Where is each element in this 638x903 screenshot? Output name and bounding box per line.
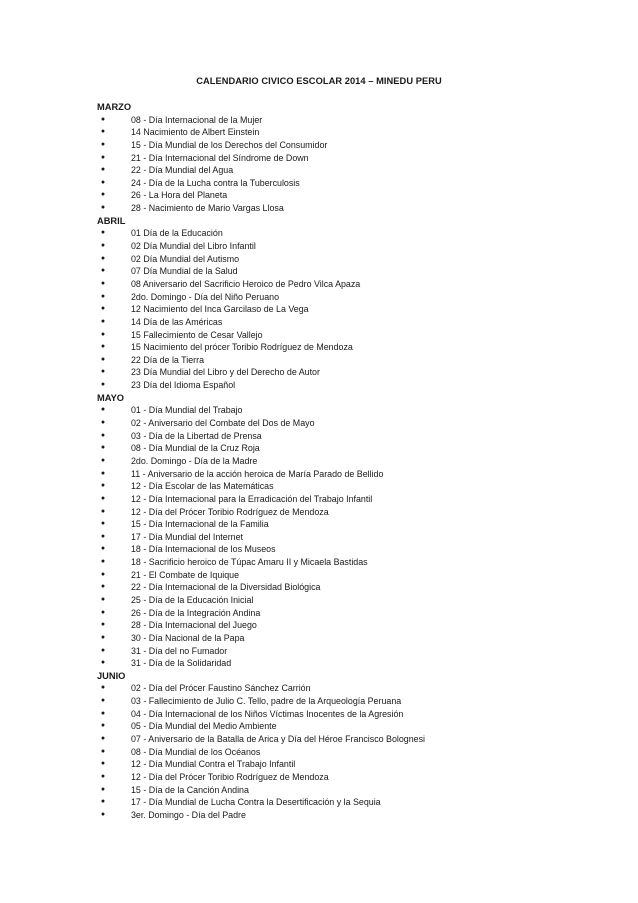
document-title: CALENDARIO CIVICO ESCOLAR 2014 – MINEDU PERU — [196, 76, 442, 86]
list-item-text: 07 Día Mundial de la Salud — [131, 266, 238, 277]
list-item-text: 11 - Aniversario de la acción heroica de María Parado de Bellido — [131, 468, 384, 479]
bullet-icon: ● — [100, 482, 106, 490]
list-item — [97, 733, 617, 746]
bullet-icon: ● — [100, 494, 106, 502]
list-item-text: 12 - Día del Prócer Toribio Rodríguez de Mendoza — [131, 771, 329, 782]
list-item-text: 22 - Día Mundial del Agua — [131, 165, 234, 176]
list-item-text: 12 - Día Escolar de las Matemáticas — [131, 481, 274, 492]
bullet-icon: ● — [100, 608, 106, 616]
list-item-text: 30 - Día Nacional de la Papa — [131, 632, 245, 643]
list-item — [97, 657, 617, 670]
list-item-text: 14 Día de las Américas — [131, 316, 223, 327]
list-item-text: 14 Nacimiento de Albert Einstein — [131, 127, 260, 138]
list-item — [97, 682, 617, 695]
list-item-text: 17 - Día Mundial del Internet — [131, 531, 243, 542]
list-item — [97, 506, 617, 519]
bullet-icon: ● — [100, 140, 106, 148]
bullet-icon: ● — [100, 583, 106, 591]
list-item-text: 28 - Nacimiento de Mario Vargas Llosa — [131, 203, 284, 214]
list-item-text: 22 Día de la Tierra — [131, 354, 205, 365]
list-item — [97, 114, 617, 127]
month-heading: MAYO — [97, 392, 125, 403]
list-item-text: 01 Día de la Educación — [131, 228, 223, 239]
list-item-text: 01 - Día Mundial del Trabajo — [131, 405, 243, 416]
list-item-text: 07 - Aniversario de la Batalla de Arica y Día del Héroe Francisco Bolognesi — [131, 734, 426, 745]
bullet-icon: ● — [100, 431, 106, 439]
list-item — [97, 240, 617, 253]
bullet-icon: ● — [100, 166, 106, 174]
list-item — [97, 645, 617, 658]
list-item-text: 17 - Día Mundial de Lucha Contra la Desertificación y la Sequia — [131, 797, 381, 808]
list-item-text: 12 Nacimiento del Inca Garcilaso de La Vega — [131, 304, 309, 315]
month-heading: MARZO — [97, 102, 132, 112]
bullet-icon: ● — [100, 456, 106, 464]
list-item — [97, 518, 617, 531]
list-item-text: 23 Día del Idioma Español — [131, 380, 236, 391]
list-item — [97, 708, 617, 721]
list-item — [97, 253, 617, 266]
bullet-icon: ● — [100, 330, 106, 338]
list-item — [97, 164, 617, 177]
bullet-icon: ● — [100, 697, 106, 705]
list-item — [97, 607, 617, 620]
list-item-text: 04 - Día Internacional de los Niños Víctimas Inocentes de la Agresión — [131, 708, 404, 719]
bullet-icon: ● — [100, 419, 106, 427]
bullet-icon: ● — [100, 254, 106, 262]
bullet-icon: ● — [100, 520, 106, 528]
bullet-icon: ● — [100, 343, 106, 351]
bullet-icon: ● — [100, 229, 106, 237]
bullet-icon: ● — [100, 355, 106, 363]
list-item-text: 12 - Día del Prócer Toribio Rodríguez de Mendoza — [131, 506, 329, 517]
list-item-text: 18 - Día Internacional de los Museos — [131, 544, 276, 555]
month-heading: JUNIO — [97, 670, 126, 681]
list-item-text: 08 - Día Mundial de los Océanos — [131, 746, 261, 757]
list-item — [97, 695, 617, 708]
bullet-icon: ● — [100, 204, 106, 212]
list-item — [97, 202, 617, 215]
list-item-text: 23 Día Mundial del Libro y del Derecho de Autor — [131, 367, 320, 378]
list-item — [97, 594, 617, 607]
bullet-icon: ● — [100, 621, 106, 629]
list-item-text: 02 Día Mundial del Autismo — [131, 253, 240, 264]
list-item — [97, 455, 617, 468]
bullet-icon: ● — [100, 810, 106, 818]
bullet-icon: ● — [100, 128, 106, 136]
list-item — [97, 480, 617, 493]
list-item-text: 15 - Día Internacional de la Familia — [131, 519, 269, 530]
bullet-icon: ● — [100, 633, 106, 641]
bullet-icon: ● — [100, 722, 106, 730]
list-item-text: 08 - Día Internacional de la Mujer — [131, 114, 263, 125]
list-item — [97, 720, 617, 733]
bullet-icon: ● — [100, 570, 106, 578]
bullet-icon: ● — [100, 646, 106, 654]
list-item-text: 02 Día Mundial del Libro Infantil — [131, 241, 256, 252]
list-item-text: 03 - Día de la Libertad de Prensa — [131, 430, 262, 441]
calendar-list — [97, 101, 617, 822]
list-item-text: 26 - La Hora del Planeta — [131, 190, 228, 201]
bullet-icon: ● — [100, 115, 106, 123]
list-item — [97, 632, 617, 645]
list-item — [97, 291, 617, 304]
bullet-icon: ● — [100, 532, 106, 540]
list-item-text: 31 - Día del no Fumador — [131, 645, 228, 656]
list-item — [97, 139, 617, 152]
list-item — [97, 569, 617, 582]
list-item — [97, 543, 617, 556]
bullet-icon: ● — [100, 772, 106, 780]
list-item — [97, 619, 617, 632]
bullet-icon: ● — [100, 507, 106, 515]
bullet-icon: ● — [100, 406, 106, 414]
bullet-icon: ● — [100, 444, 106, 452]
list-item-text: 15 - Día de la Canción Andina — [131, 784, 249, 795]
list-item-text: 28 - Día Internacional del Juego — [131, 620, 257, 631]
list-item-text: 24 - Día de la Lucha contra la Tuberculosis — [131, 177, 300, 188]
list-item-text: 21 - Día Internacional del Síndrome de Down — [131, 152, 309, 163]
list-item-text: 2do. Domingo - Día de la Madre — [131, 455, 258, 466]
list-item-text: 02 - Aniversario del Combate del Dos de Mayo — [131, 418, 315, 429]
list-item — [97, 531, 617, 544]
bullet-icon: ● — [100, 178, 106, 186]
list-item — [97, 366, 617, 379]
bullet-icon: ● — [100, 381, 106, 389]
bullet-icon: ● — [100, 267, 106, 275]
list-item-text: 12 - Día Mundial Contra el Trabajo Infantil — [131, 759, 296, 770]
bullet-icon: ● — [100, 558, 106, 566]
list-item — [97, 303, 617, 316]
bullet-icon: ● — [100, 735, 106, 743]
list-item — [97, 417, 617, 430]
list-item — [97, 379, 617, 392]
bullet-icon: ● — [100, 760, 106, 768]
list-item-text: 12 - Día Internacional para la Erradicación del Trabajo Infantil — [131, 493, 373, 504]
bullet-icon: ● — [100, 659, 106, 667]
bullet-icon: ● — [100, 292, 106, 300]
list-item-text: 21 - El Combate de Iquique — [131, 569, 240, 580]
list-item-text: 08 - Día Mundial de la Cruz Roja — [131, 443, 260, 454]
bullet-icon: ● — [100, 153, 106, 161]
list-item — [97, 758, 617, 771]
list-item — [97, 493, 617, 506]
list-item — [97, 341, 617, 354]
list-item — [97, 329, 617, 342]
list-item — [97, 126, 617, 139]
list-item — [97, 430, 617, 443]
list-item-text: 22 - Día Internacional de la Diversidad Biológica — [131, 582, 321, 593]
bullet-icon: ● — [100, 191, 106, 199]
list-item — [97, 177, 617, 190]
list-item — [97, 784, 617, 797]
list-item — [97, 468, 617, 481]
bullet-icon: ● — [100, 709, 106, 717]
list-item — [97, 556, 617, 569]
bullet-icon: ● — [100, 368, 106, 376]
list-item-text: 03 - Fallecimiento de Julio C. Tello, padre de la Arqueología Peruana — [131, 696, 402, 707]
list-item — [97, 278, 617, 291]
list-item-text: 05 - Día Mundial del Medio Ambiente — [131, 721, 277, 732]
list-item-text: 25 - Día de la Educación Inicial — [131, 594, 254, 605]
bullet-icon: ● — [100, 305, 106, 313]
bullet-icon: ● — [100, 545, 106, 553]
bullet-icon: ● — [100, 469, 106, 477]
list-item — [97, 771, 617, 784]
list-item — [97, 404, 617, 417]
list-item-text: 2do. Domingo - Día del Niño Peruano — [131, 291, 280, 302]
bullet-icon: ● — [100, 279, 106, 287]
list-item-text: 31 - Día de la Solidaridad — [131, 658, 232, 669]
list-item — [97, 189, 617, 202]
list-item — [97, 152, 617, 165]
list-item — [97, 796, 617, 809]
bullet-icon: ● — [100, 785, 106, 793]
bullet-icon: ● — [100, 684, 106, 692]
list-item — [97, 581, 617, 594]
bullet-icon: ● — [100, 747, 106, 755]
month-heading: ABRIL — [97, 215, 126, 226]
list-item — [97, 316, 617, 329]
bullet-icon: ● — [100, 798, 106, 806]
list-item-text: 02 - Día del Prócer Faustino Sánchez Carrión — [131, 683, 311, 694]
bullet-icon: ● — [100, 317, 106, 325]
bullet-icon: ● — [100, 242, 106, 250]
list-item-text: 15 Fallecimiento de Cesar Vallejo — [131, 329, 263, 340]
list-item — [97, 746, 617, 759]
list-item-text: 3er. Domingo - Día del Padre — [131, 809, 246, 820]
bullet-icon: ● — [100, 595, 106, 603]
list-item — [97, 809, 617, 822]
list-item — [97, 354, 617, 367]
list-item-text: 15 - Día Mundial de los Derechos del Consumidor — [131, 139, 328, 150]
list-item-text: 18 - Sacrificio heroico de Túpac Amaru II y Micaela Bastidas — [131, 557, 368, 568]
list-item — [97, 227, 617, 240]
list-item-text: 15 Nacimiento del prócer Toribio Rodríguez de Mendoza — [131, 342, 353, 353]
list-item-text: 08 Aniversario del Sacrificio Heroico de Pedro Vilca Apaza — [131, 278, 361, 289]
list-item — [97, 442, 617, 455]
list-item — [97, 265, 617, 278]
list-item-text: 26 - Día de la Integración Andina — [131, 607, 261, 618]
